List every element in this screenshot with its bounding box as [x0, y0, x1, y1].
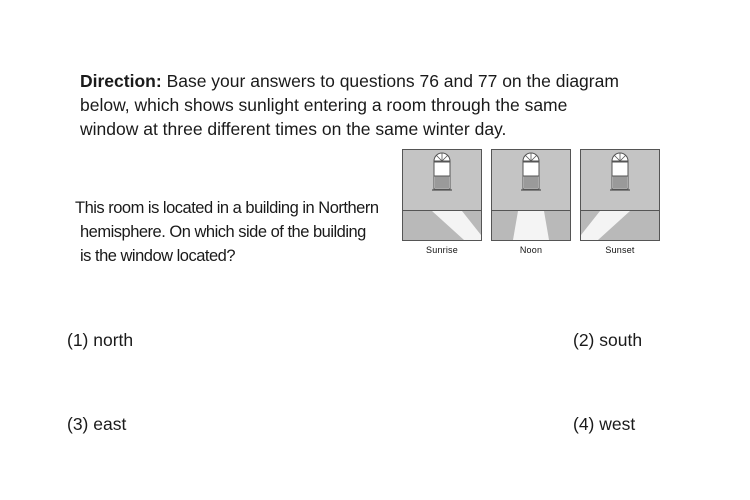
direction-line-2: below, which shows sunlight entering a room through the same — [80, 95, 568, 115]
window — [521, 153, 541, 190]
question-text — [75, 196, 395, 268]
window — [432, 153, 452, 190]
direction-line-1 — [80, 69, 680, 93]
choice-4-west[interactable]: (4) west — [573, 414, 636, 434]
question-line-1: This room is located in a building in Northern — [75, 199, 379, 217]
direction-line-3: window at three different times on the same winter day. — [80, 119, 507, 139]
direction-label: Direction: — [80, 71, 162, 91]
question-line-2: hemisphere. On which side of the building — [80, 223, 366, 241]
noon-label: Noon — [519, 245, 543, 255]
sunlight-patch-noon — [513, 211, 549, 240]
question-line-3: is the window located? — [80, 247, 236, 265]
direction-text: Base your answers to questions 76 and 77 on the diagram — [166, 71, 619, 91]
choice-3-east[interactable]: (3) east — [67, 414, 127, 434]
choice-1-north[interactable]: (1) north — [67, 330, 134, 350]
sunrise-label: Sunrise — [426, 245, 458, 255]
sunset-room-panel — [580, 149, 660, 241]
window — [610, 153, 630, 190]
sunrise-room-panel — [402, 149, 482, 241]
noon-room-panel — [491, 149, 571, 241]
choice-2-south[interactable]: (2) south — [573, 330, 643, 350]
sunset-label: Sunset — [605, 245, 635, 255]
direction-paragraph — [80, 69, 680, 141]
